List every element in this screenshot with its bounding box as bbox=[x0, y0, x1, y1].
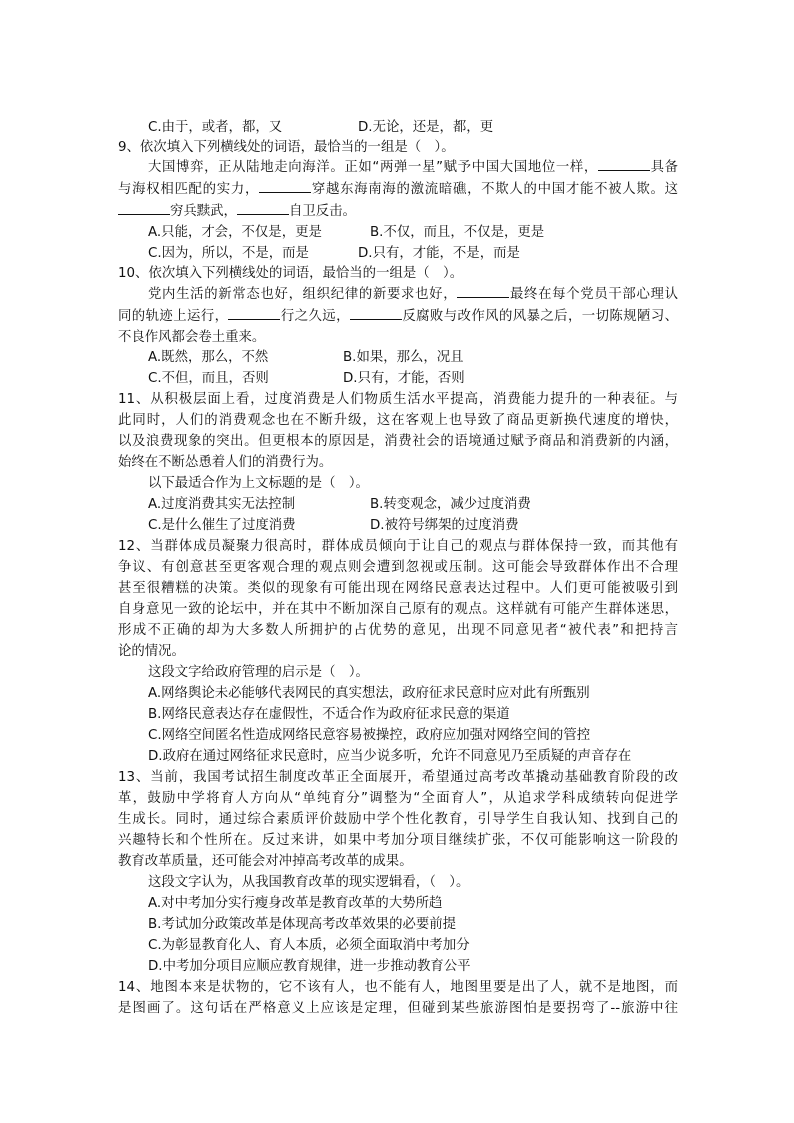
q9-stem: 9、依次填入下列横线处的词语，最恰当的一组是（ ）。 bbox=[118, 140, 455, 155]
q9-passage-line bbox=[118, 180, 678, 199]
fill-blank bbox=[259, 180, 311, 193]
q13-option-c: C.为彰显教育化人、育人本质，必须全面取消中考加分 bbox=[148, 938, 470, 953]
q14-line: 14、地图本来是状物的，它不该有人，也不能有人，地图里要是出了人，就不是地图，而 bbox=[118, 980, 678, 995]
q13-line: 革，鼓励中学将育人方向从“单纯育分”调整为“全面育人”，从追求学科成绩转向促进学 bbox=[118, 791, 678, 806]
q9-text: 穿越东海南海的激流暗礁，不欺人的中国才能不被人欺。这 bbox=[311, 182, 678, 197]
fill-blank bbox=[118, 202, 170, 215]
q12-option-a: A.网络舆论未必能够代表网民的真实想法，政府征求民意时应对此有所甄别 bbox=[148, 686, 590, 701]
q8-option-d: D.无论，还是，都，更 bbox=[358, 120, 494, 135]
q13-question: 这段文字认为，从我国教育改革的现实逻辑看，（ ）。 bbox=[148, 875, 470, 890]
q11-option-d: D.被符号绑架的过度消费 bbox=[370, 518, 519, 533]
q12-line: 甚至很糟糕的决策。类似的现象有可能出现在网络民意表达过程中。人们更可能被吸引到 bbox=[118, 581, 678, 596]
q8-option-c: C.由于，或者，都，又 bbox=[148, 120, 283, 135]
q12-line: 争议、有创意甚至更客观合理的观点则会遭到忽视或压制。这可能会导致群体作出不合理 bbox=[118, 560, 678, 575]
q9-option-a: A.只能，才会，不仅是，更是 bbox=[148, 225, 322, 240]
q12-option-b: B.网络民意表达存在虚假性，不适合作为政府征求民意的渠道 bbox=[148, 707, 510, 722]
fill-blank bbox=[228, 307, 280, 320]
q12-line: 自身意见一致的论坛中，并在其中不断加深自己原有的观点。这样就有可能产生群体迷思， bbox=[118, 602, 678, 617]
q10-option-a: A.既然，那么，不然 bbox=[148, 350, 269, 365]
fill-blank bbox=[598, 158, 650, 171]
q9-option-c: C.因为，所以，不是，而是 bbox=[148, 246, 309, 261]
q10-option-b: B.如果，那么，况且 bbox=[343, 350, 464, 365]
q9-text: 与海权相匹配的实力， bbox=[118, 182, 260, 197]
q10-text: 行之久远， bbox=[280, 309, 350, 324]
q9-text: 具备 bbox=[649, 160, 678, 175]
q10-text: 反腐败与改作风的风暴之后，一切陈规陋习、 bbox=[401, 309, 678, 324]
q12-line: 论的情况。 bbox=[118, 644, 185, 659]
q11-option-b: B.转变观念，减少过度消费 bbox=[370, 497, 531, 512]
q9-passage-line bbox=[148, 158, 678, 177]
q12-line: 12、当群体成员凝聚力很高时，群体成员倾向于让自己的观点与群体保持一致，而其他有 bbox=[118, 539, 678, 554]
q11-line: 以及浪费现象的突出。但更根本的原因是，消费社会的语境通过赋予商品和消费新的内涵， bbox=[118, 434, 678, 449]
q14-line: 是图画了。这句话在严格意义上应该是定理，但碰到某些旅游图怕是要拐弯了--旅游中往 bbox=[118, 1001, 678, 1016]
fill-blank bbox=[350, 307, 402, 320]
q10-stem: 10、依次填入下列横线处的词语，最恰当的一组是（ ）。 bbox=[118, 266, 464, 281]
q11-line: 始终在不断怂恿着人们的消费行为。 bbox=[118, 455, 333, 470]
q12-option-d: D.政府在通过网络征求民意时，应当少说多听，允许不同意见乃至质疑的声音存在 bbox=[148, 749, 632, 764]
q10-text: 最终在每个党员干部心理认 bbox=[509, 287, 678, 302]
q13-line: 13、当前，我国考试招生制度改革正全面展开，希望通过高考改革撬动基础教育阶段的改 bbox=[118, 770, 678, 785]
q12-question: 这段文字给政府管理的启示是（ ）。 bbox=[148, 665, 369, 680]
q13-line: 生成长。同时，通过综合素质评价鼓励中学个性化教育，引导学生自我认知、找到自己的 bbox=[118, 812, 678, 827]
q9-passage-line bbox=[118, 202, 678, 221]
q12-line: 形成不正确的却为大多数人所拥护的占优势的意见，出现不同意见者“被代表”和把持言 bbox=[118, 623, 678, 638]
q13-option-a: A.对中考加分实行瘦身改革是教育改革的大势所趋 bbox=[148, 896, 443, 911]
q10-passage-line bbox=[148, 285, 678, 304]
q9-option-b: B.不仅，而且，不仅是，更是 bbox=[370, 225, 545, 240]
q11-question: 以下最适合作为上文标题的是（ ）。 bbox=[148, 476, 369, 491]
q12-option-c: C.网络空间匿名性造成网络民意容易被操控，政府应加强对网络空间的管控 bbox=[148, 728, 591, 743]
q10-option-d: D.只有，才能，否则 bbox=[343, 371, 465, 386]
q11-line: 11、从积极层面上看，过度消费是人们物质生活水平提高，消费能力提升的一种表征。与 bbox=[118, 392, 678, 407]
q11-line: 此同时，人们的消费观念也在不断升级，这在客观上也导致了商品更新换代速度的增快， bbox=[118, 413, 678, 428]
q9-text: 大国博弈，正从陆地走向海洋。正如“两弹一星”赋予中国大国地位一样， bbox=[148, 160, 598, 175]
fill-blank bbox=[457, 285, 509, 298]
q10-passage-line: 不良作风都会卷土重来。 bbox=[118, 330, 266, 345]
q13-line: 教育改革质量，还可能会对冲掉高考改革的成果。 bbox=[118, 854, 413, 869]
q11-option-a: A.过度消费其实无法控制 bbox=[148, 497, 296, 512]
q13-line: 兴趣特长和个性所在。反过来讲，如果中考加分项目继续扩张，不仅可能影响这一阶段的 bbox=[118, 833, 678, 848]
q13-option-b: B.考试加分政策改革是体现高考改革效果的必要前提 bbox=[148, 917, 457, 932]
q10-text: 同的轨迹上运行， bbox=[118, 309, 229, 324]
fill-blank bbox=[237, 202, 289, 215]
q11-option-c: C.是什么催生了过度消费 bbox=[148, 518, 296, 533]
q9-text: 自卫反击。 bbox=[288, 204, 356, 219]
q10-text: 党内生活的新常态也好，组织纪律的新要求也好， bbox=[148, 287, 458, 302]
q10-option-c: C.不但，而且，否则 bbox=[148, 371, 269, 386]
q9-text: 穷兵黩武， bbox=[170, 204, 237, 219]
q13-option-d: D.中考加分项目应顺应教育规律，进一步推动教育公平 bbox=[148, 959, 471, 974]
q10-passage-line bbox=[118, 307, 678, 326]
q9-option-d: D.只有，才能，不是，而是 bbox=[358, 246, 520, 261]
